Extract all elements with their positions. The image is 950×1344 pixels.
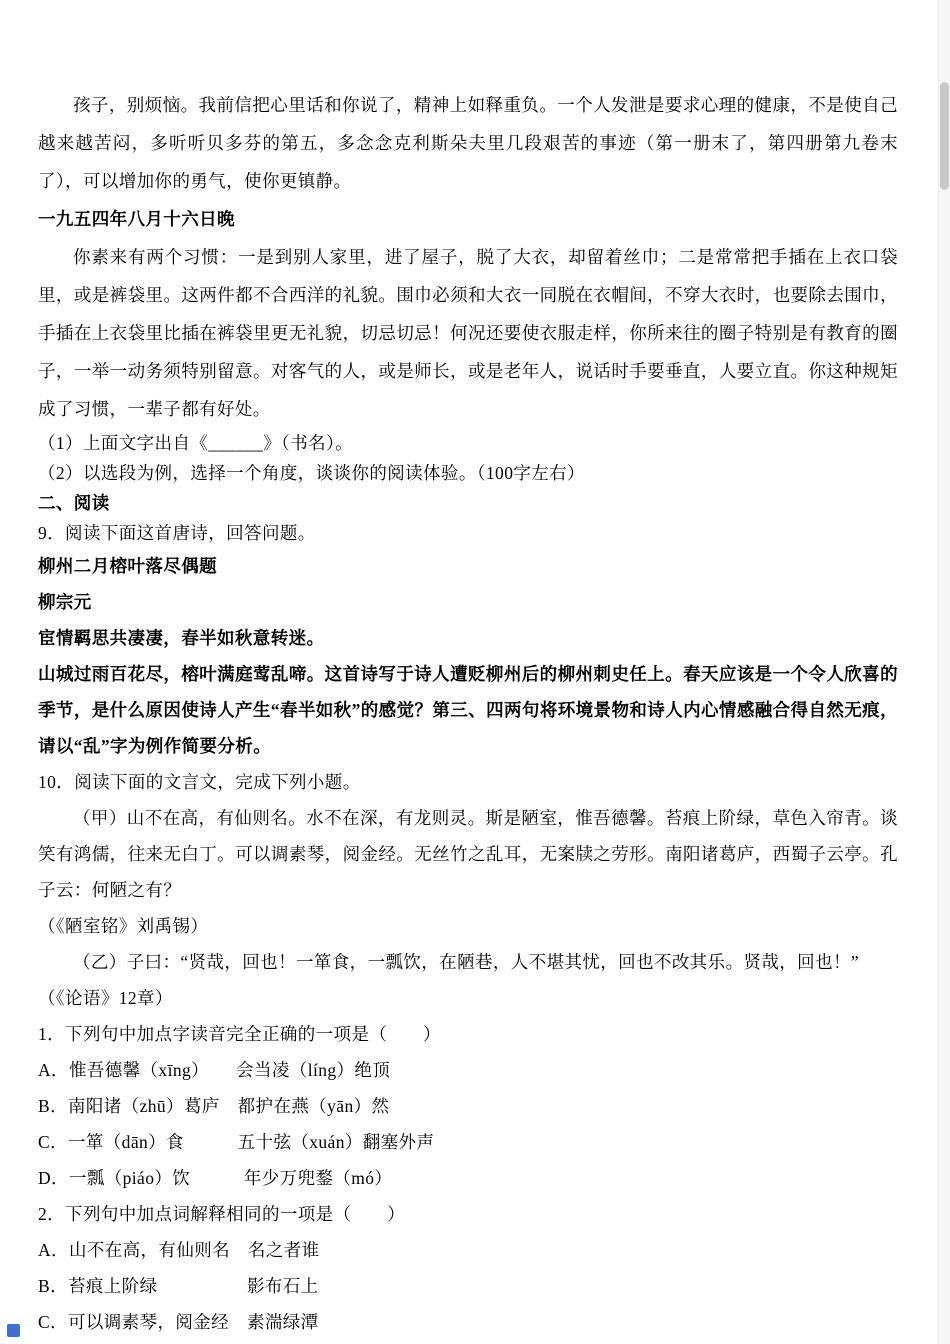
paragraph: B．苔痕上阶绿 影布石上 (38, 1276, 319, 1296)
paragraph: 宦情羁思共凄凄，春半如秋意转迷。 (38, 628, 325, 648)
paragraph: 10．阅读下面的文言文，完成下列小题。 (38, 772, 361, 792)
paragraph: 二、阅读 (38, 493, 110, 513)
paragraph: （1）上面文字出自《______》（书名）。 (38, 433, 354, 453)
paragraph: 2．下列句中加点词解释相同的一项是（ ） (38, 1204, 406, 1224)
paragraph: （《陋室铭》刘禹锡） (38, 916, 209, 936)
paragraph: 你素来有两个习惯：一是到别人家里，进了屋子，脱了大衣，却留着丝巾；二是常常把手插在上衣口袋里，或是裤袋里。这两件都不合西洋的礼貌。围巾必须和大衣一同脱在衣帽间，不穿大衣时，也要除去围巾，手插在上衣袋里比插在裤袋里更无礼貌，切忌切忌！何况还要使衣服走样，你所来往的圈子特别是有教育的圈子，一举一动务须特别留意。对客气的人，或是师长，或是老年人，说话时手要垂直，人要立直。你这种规矩成了习惯，一辈子都有好处。 (38, 247, 898, 419)
paragraph: D．一瓢（piáo）饮 年少万兜鍪（mó） (38, 1168, 393, 1188)
paragraph: 柳宗元 (38, 592, 92, 612)
paragraph: （甲）山不在高，有仙则名。水不在深，有龙则灵。斯是陋室，惟吾德馨。苔痕上阶绿，草色入帘青。谈笑有鸿儒，往来无白丁。可以调素琴，阅金经。无丝竹之乱耳，无案牍之劳形。南阳诸葛庐，西蜀子云亭。孔子云：何陋之有？ (38, 808, 898, 900)
paragraph: A．惟吾德馨（xīng） 会当凌（líng）绝顶 (38, 1060, 391, 1080)
paragraph: （2）以选段为例，选择一个角度，谈谈你的阅读体验。（100字左右） (38, 463, 585, 483)
paragraph: 孩子，别烦恼。我前信把心里话和你说了，精神上如释重负。一个人发泄是要求心理的健康，不是使自己越来越苦闷，多听听贝多芬的第五，多念念克利斯朵夫里几段艰苦的事迹（第一册末了，第四册第九卷末了），可以增加你的勇气，使你更镇静。 (38, 95, 898, 191)
paragraph: B．南阳诸（zhū）葛庐 都护在燕（yān）然 (38, 1096, 390, 1116)
paragraph: 柳州二月榕叶落尽偶题 (38, 556, 217, 576)
paragraph: 9．阅读下面这首唐诗，回答问题。 (38, 523, 316, 543)
vertical-scrollbar[interactable] (938, 0, 950, 1344)
paragraph: （乙）子曰：“贤哉，回也！一箪食，一瓢饮，在陋巷，人不堪其忧，回也不改其乐。贤哉，回也！” (73, 952, 860, 972)
paragraph: （《论语》12章） (38, 988, 173, 1008)
bottom-left-badge (7, 1324, 20, 1337)
paragraph: 一九五四年八月十六日晚 (38, 209, 235, 229)
scrollbar-thumb[interactable] (940, 82, 949, 190)
paragraph: A．山不在高，有仙则名 名之者谁 (38, 1240, 320, 1260)
paragraph: C．一箪（dān）食 五十弦（xuán）翻塞外声 (38, 1132, 435, 1152)
paragraph: 山城过雨百花尽，榕叶满庭莺乱啼。这首诗写于诗人遭贬柳州后的柳州刺史任上。春天应该是一个令人欣喜的季节，是什么原因使诗人产生“春半如秋”的感觉？第三、四两句将环境景物和诗人内心情感融合得自然无痕，请以“乱”字为例作简要分析。 (38, 664, 898, 756)
paragraph: 1．下列句中加点字读音完全正确的一项是（ ） (38, 1024, 441, 1044)
paragraph: C．可以调素琴，阅金经 素湍绿潭 (38, 1312, 319, 1332)
